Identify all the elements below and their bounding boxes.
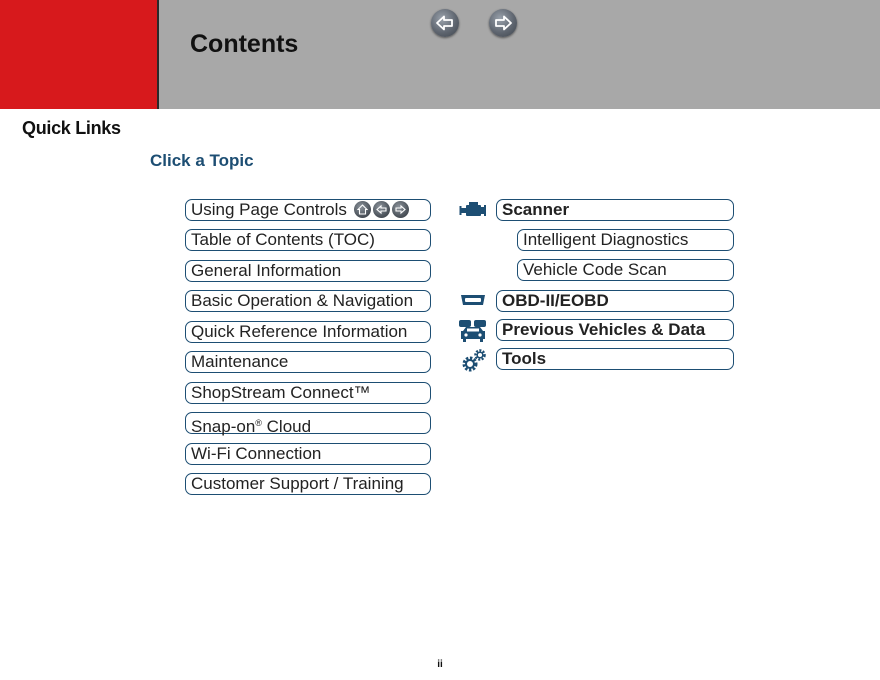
- link-shopstream-connect[interactable]: [185, 382, 431, 404]
- forward-button[interactable]: [489, 9, 517, 37]
- home-icon: [354, 201, 371, 218]
- link-label: Table of Contents (TOC): [191, 230, 375, 249]
- link-previous-vehicles-data[interactable]: [496, 319, 734, 341]
- link-wifi-connection[interactable]: [185, 443, 431, 465]
- back-arrow-icon: [435, 13, 455, 33]
- link-label: ShopStream Connect™: [191, 383, 371, 402]
- gears-icon: [460, 347, 488, 375]
- header-red-block: [0, 0, 157, 109]
- link-label: Intelligent Diagnostics: [523, 230, 689, 249]
- forward-arrow-icon: [493, 13, 513, 33]
- link-label: Quick Reference Information: [191, 322, 408, 341]
- link-label-pre: Snap-on: [191, 417, 256, 436]
- link-using-page-controls[interactable]: [185, 199, 431, 221]
- link-maintenance[interactable]: [185, 351, 431, 373]
- link-snap-on-cloud[interactable]: [185, 412, 431, 434]
- link-label: Customer Support / Training: [191, 474, 404, 493]
- back-arrow-icon: [373, 201, 390, 218]
- link-obd-ii-eobd[interactable]: [496, 290, 734, 312]
- click-topic-subheading: Click a Topic: [150, 151, 254, 170]
- link-vehicle-code-scan[interactable]: [517, 259, 734, 281]
- back-button[interactable]: [431, 9, 459, 37]
- engine-icon: [459, 199, 487, 221]
- link-table-of-contents[interactable]: [185, 229, 431, 251]
- link-label: Vehicle Code Scan: [523, 260, 667, 279]
- link-general-information[interactable]: [185, 260, 431, 282]
- link-label: Scanner: [502, 200, 570, 219]
- page-number: ii: [437, 659, 443, 670]
- page-controls-icons: [354, 201, 411, 223]
- page-title: Contents: [190, 30, 299, 58]
- link-label: Basic Operation & Navigation: [191, 291, 414, 310]
- link-label: Maintenance: [191, 352, 289, 371]
- registered-mark: ®: [255, 418, 262, 428]
- link-tools[interactable]: [496, 348, 734, 370]
- link-basic-operation-navigation[interactable]: [185, 290, 431, 312]
- link-label: Using Page Controls: [191, 200, 347, 219]
- link-label: Wi-Fi Connection: [191, 444, 322, 463]
- link-label: Tools: [502, 349, 547, 368]
- link-customer-support-training[interactable]: [185, 473, 431, 495]
- link-label-post: Cloud: [261, 417, 312, 436]
- link-label: OBD-II/EOBD: [502, 291, 609, 310]
- link-label: Previous Vehicles & Data: [502, 320, 706, 339]
- link-label: General Information: [191, 261, 342, 280]
- obd-connector-icon: [459, 291, 487, 309]
- quick-links-heading: Quick Links: [22, 118, 121, 138]
- vehicles-icon: [458, 318, 488, 344]
- link-intelligent-diagnostics[interactable]: [517, 229, 734, 251]
- forward-arrow-icon: [392, 201, 409, 218]
- link-scanner[interactable]: [496, 199, 734, 221]
- link-quick-reference-information[interactable]: [185, 321, 431, 343]
